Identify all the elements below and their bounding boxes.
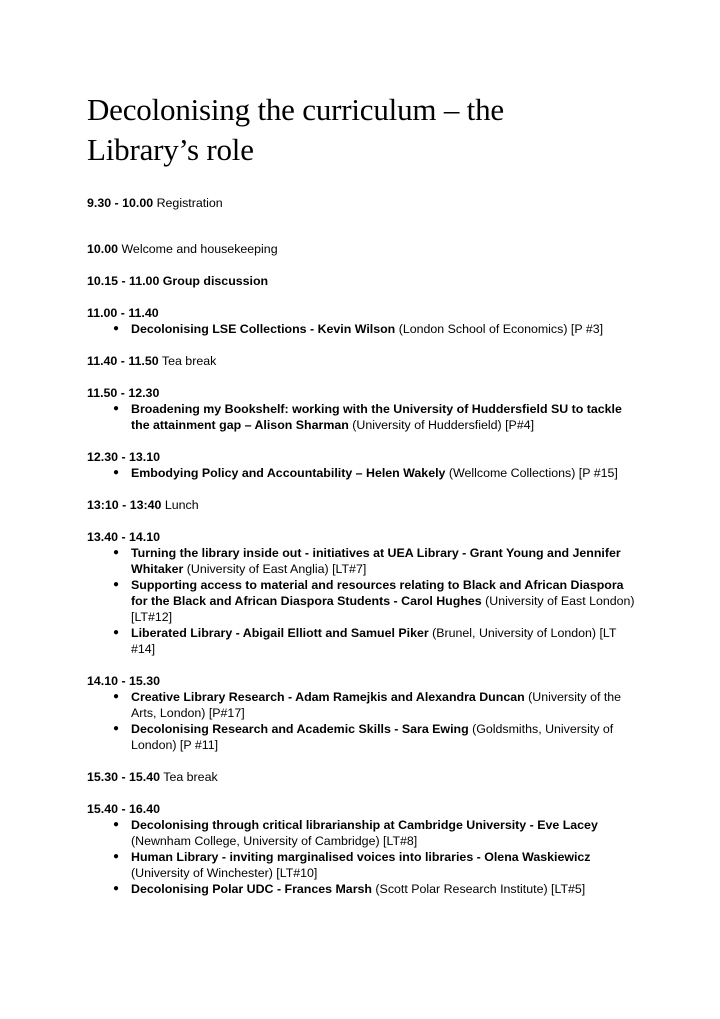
session-time: 10.15 - 11.00 — [87, 274, 160, 288]
session-time: 15.40 - 16.40 — [87, 802, 161, 816]
schedule-session — [87, 353, 647, 369]
bullet-icon: ● — [113, 723, 120, 734]
talk-title: Supporting access to material and resources relating to Black and African Diaspora for the Black and African Diaspora Students - Carol Hughes — [131, 578, 624, 608]
talk-detail: (University of Huddersfield) [P#4] — [348, 418, 535, 432]
bullet-icon: ● — [113, 883, 120, 894]
session-heading — [87, 769, 647, 785]
session-time: 11.00 - 11.40 — [87, 306, 159, 320]
talk-list-item — [87, 321, 647, 337]
schedule-session — [87, 769, 647, 785]
talk-title: Turning the library inside out - initiatives at UEA Library - Grant Young and Jennifer Whitaker — [131, 546, 621, 576]
talk-list-item — [87, 465, 647, 481]
talk-list-item — [87, 689, 647, 721]
schedule-session — [87, 449, 647, 481]
talk-detail: (Wellcome Collections) [P #15] — [445, 466, 618, 480]
schedule-session — [87, 305, 647, 337]
session-time: 11.50 - 12.30 — [87, 386, 160, 400]
session-heading — [87, 673, 647, 689]
bullet-icon: ● — [113, 691, 120, 702]
session-time: 15.30 - 15.40 — [87, 770, 161, 784]
talk-title: Liberated Library - Abigail Elliott and Samuel Piker — [131, 626, 429, 640]
session-time: 14.10 - 15.30 — [87, 674, 161, 688]
talk-detail: (University of Winchester) [LT#10] — [131, 866, 318, 880]
session-time: 9.30 - 10.00 — [87, 196, 154, 210]
session-heading — [87, 385, 647, 401]
session-heading — [87, 529, 647, 545]
schedule-session — [87, 385, 647, 433]
programme-schedule — [87, 195, 647, 897]
talk-list-item — [87, 881, 647, 897]
session-time: 11.40 - 11.50 — [87, 354, 159, 368]
talk-detail: (London School of Economics) [P #3] — [395, 322, 604, 336]
title-line-2: Library’s role — [87, 132, 254, 167]
talk-list-item — [87, 817, 647, 849]
talk-detail: (University of East Anglia) [LT#7] — [183, 562, 367, 576]
session-heading — [87, 801, 647, 817]
talk-detail: (Newnham College, University of Cambridge) [LT#8] — [131, 834, 418, 848]
talk-detail: (Brunel, University of London) [LT #14] — [131, 626, 617, 656]
schedule-session — [87, 801, 647, 897]
session-time: 13.40 - 14.10 — [87, 530, 161, 544]
schedule-session — [87, 529, 647, 657]
session-label: Lunch — [161, 498, 199, 512]
document-title — [87, 90, 647, 170]
bullet-icon: ● — [113, 403, 120, 414]
session-time: 10.00 — [87, 242, 119, 256]
talk-list-item — [87, 577, 647, 625]
session-talk-list — [87, 465, 647, 481]
bullet-icon: ● — [113, 547, 120, 558]
bullet-icon: ● — [113, 627, 120, 638]
talk-list-item — [87, 625, 647, 657]
schedule-session — [87, 241, 647, 257]
bullet-icon: ● — [113, 579, 120, 590]
talk-title: Human Library - inviting marginalised voices into libraries - Olena Waskiewicz — [131, 850, 591, 864]
talk-title: Decolonising through critical librarianship at Cambridge University - Eve Lacey — [131, 818, 598, 832]
talk-title: Embodying Policy and Accountability – Helen Wakely — [131, 466, 446, 480]
schedule-session — [87, 497, 647, 513]
talk-title: Decolonising Polar UDC - Frances Marsh — [131, 882, 372, 896]
bullet-icon: ● — [113, 323, 120, 334]
session-talk-list — [87, 401, 647, 433]
session-heading — [87, 497, 647, 513]
session-heading — [87, 195, 647, 211]
session-talk-list — [87, 817, 647, 897]
session-heading — [87, 449, 647, 465]
session-label: Registration — [153, 196, 223, 210]
session-heading — [87, 273, 647, 289]
session-talk-list — [87, 545, 647, 657]
schedule-session — [87, 673, 647, 753]
session-time: 12.30 - 13.10 — [87, 450, 161, 464]
talk-list-item — [87, 849, 647, 881]
talk-detail: (Goldsmiths, University of London) [P #11] — [131, 722, 614, 752]
session-label: Tea break — [158, 354, 217, 368]
document-page — [87, 90, 647, 897]
session-label: Group discussion — [159, 274, 269, 288]
session-talk-list — [87, 321, 647, 337]
talk-list-item — [87, 401, 647, 433]
schedule-session — [87, 273, 647, 289]
session-heading — [87, 353, 647, 369]
session-label: Tea break — [160, 770, 218, 784]
title-line-1: Decolonising the curriculum – the — [87, 92, 504, 127]
bullet-icon: ● — [113, 819, 120, 830]
talk-title: Decolonising LSE Collections - Kevin Wilson — [131, 322, 396, 336]
talk-detail: (University of East London) [LT#12] — [131, 594, 635, 624]
talk-list-item — [87, 545, 647, 577]
schedule-session — [87, 195, 647, 211]
bullet-icon: ● — [113, 851, 120, 862]
talk-list-item — [87, 721, 647, 753]
talk-title: Decolonising Research and Academic Skills - Sara Ewing — [131, 722, 469, 736]
talk-title: Creative Library Research - Adam Ramejkis and Alexandra Duncan — [131, 690, 525, 704]
session-time: 13:10 - 13:40 — [87, 498, 162, 512]
talk-detail: (University of the Arts, London) [P#17] — [131, 690, 622, 720]
session-label: Welcome and housekeeping — [118, 242, 278, 256]
session-talk-list — [87, 689, 647, 753]
session-heading — [87, 241, 647, 257]
talk-detail: (Scott Polar Research Institute) [LT#5] — [371, 882, 586, 896]
talk-title: Broadening my Bookshelf: working with the University of Huddersfield SU to tackle the attainment gap – Alison Sharman — [131, 402, 622, 432]
session-heading — [87, 305, 647, 321]
bullet-icon: ● — [113, 467, 120, 478]
